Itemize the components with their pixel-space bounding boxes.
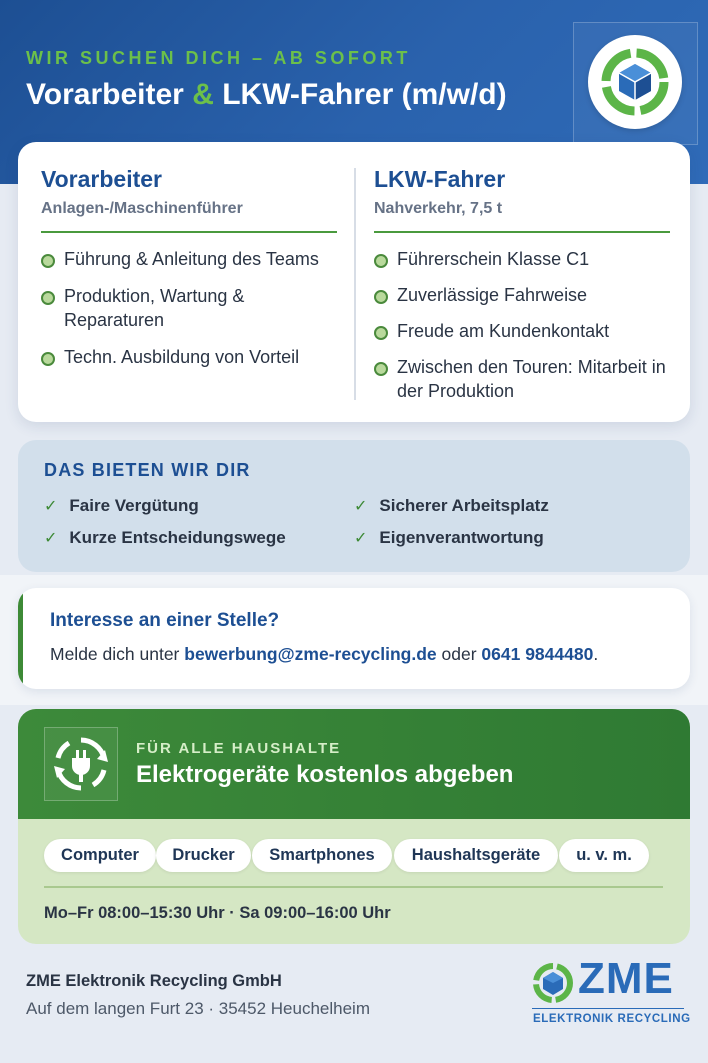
list-item: Zuverlässige Fahrweise [374,283,670,307]
list-item: Führung & Anleitung des Teams [41,247,337,271]
list-item: Führerschein Klasse C1 [374,247,670,271]
bullet-icon [41,352,55,366]
bullet-icon [374,254,388,268]
benefit-item: ✓ Sicherer Arbeitsplatz [354,496,549,515]
divider [374,231,670,233]
check-icon: ✓ [354,498,368,515]
bullet-icon [374,362,388,376]
brand-divider [532,1008,684,1009]
device-chip: Smartphones [252,839,392,872]
benefit-item: ✓ Kurze Entscheidungswege [44,528,286,547]
title-part-1: Vorarbeiter [26,78,184,111]
job-subtitle: Nahverkehr, 7,5 t [374,200,503,217]
contact-question: Interesse an einer Stelle? [50,610,280,631]
page-title [26,78,507,112]
check-icon: ✓ [44,498,58,515]
device-chip: u. v. m. [559,839,649,872]
job-subtitle: Anlagen-/Maschinenführer [41,200,243,217]
company-address: Auf dem langen Furt 23 · 35452 Heuchelheim [26,999,370,1018]
list-item: Zwischen den Touren: Mitarbeit in der Produktion [374,355,670,403]
benefit-item: ✓ Eigenverantwortung [354,528,544,547]
title-part-2: LKW-Fahrer (m/w/d) [222,78,507,111]
list-item: Techn. Ausbildung von Vorteil [41,345,337,369]
title-ampersand: & [192,78,214,111]
list-item: Freude am Kundenkontakt [374,319,670,343]
divider [41,231,337,233]
brand-tagline: ELEKTRONIK RECYCLING [533,1013,691,1025]
bullet-icon [374,326,388,340]
email-link[interactable]: bewerbung@zme-recycling.de [184,644,437,664]
bullet-icon [374,290,388,304]
recycling-title: Elektrogeräte kostenlos abgeben [136,761,514,788]
device-chip: Computer [44,839,156,872]
job-cards [18,142,690,422]
recycling-header [18,709,690,819]
job-title: LKW-Fahrer [374,166,506,192]
benefits-panel [18,440,690,572]
column-divider [354,168,356,400]
brand-name: ZME [578,954,674,1003]
opening-hours: Mo–Fr 08:00–15:30 Uhr · Sa 09:00–16:00 Uhr [44,904,391,922]
job-column-vorarbeiter [41,166,337,382]
contact-card [18,588,690,689]
company-name: ZME Elektronik Recycling GmbH [26,972,282,990]
device-chip: Haushaltsgeräte [394,839,558,872]
check-icon: ✓ [44,530,58,547]
zme-mark-icon [532,962,574,1004]
contact-line: Melde dich unter bewerbung@zme-recycling.de oder 0641 9844480. [50,644,599,664]
header-kicker: WIR SUCHEN DICH – AB SOFORT [26,48,411,68]
list-item: Produktion, Wartung & Reparaturen [41,284,337,332]
recycling-panel [18,709,690,944]
check-icon: ✓ [354,530,368,547]
recycle-plug-icon [44,727,118,801]
divider [44,886,663,888]
phone-link[interactable]: 0641 9844480 [481,644,594,664]
job-column-lkw-fahrer [374,166,670,415]
bullet-icon [41,291,55,305]
device-chip: Drucker [156,839,251,872]
job-title: Vorarbeiter [41,166,163,192]
zme-logo-icon [588,35,682,129]
accent-bar [18,588,23,689]
brand-logo [532,954,691,1028]
benefits-heading: DAS BIETEN WIR DIR [44,460,251,480]
recycling-kicker: FÜR ALLE HAUSHALTE [136,740,342,757]
benefit-item: ✓ Faire Vergütung [44,496,199,515]
bullet-icon [41,254,55,268]
